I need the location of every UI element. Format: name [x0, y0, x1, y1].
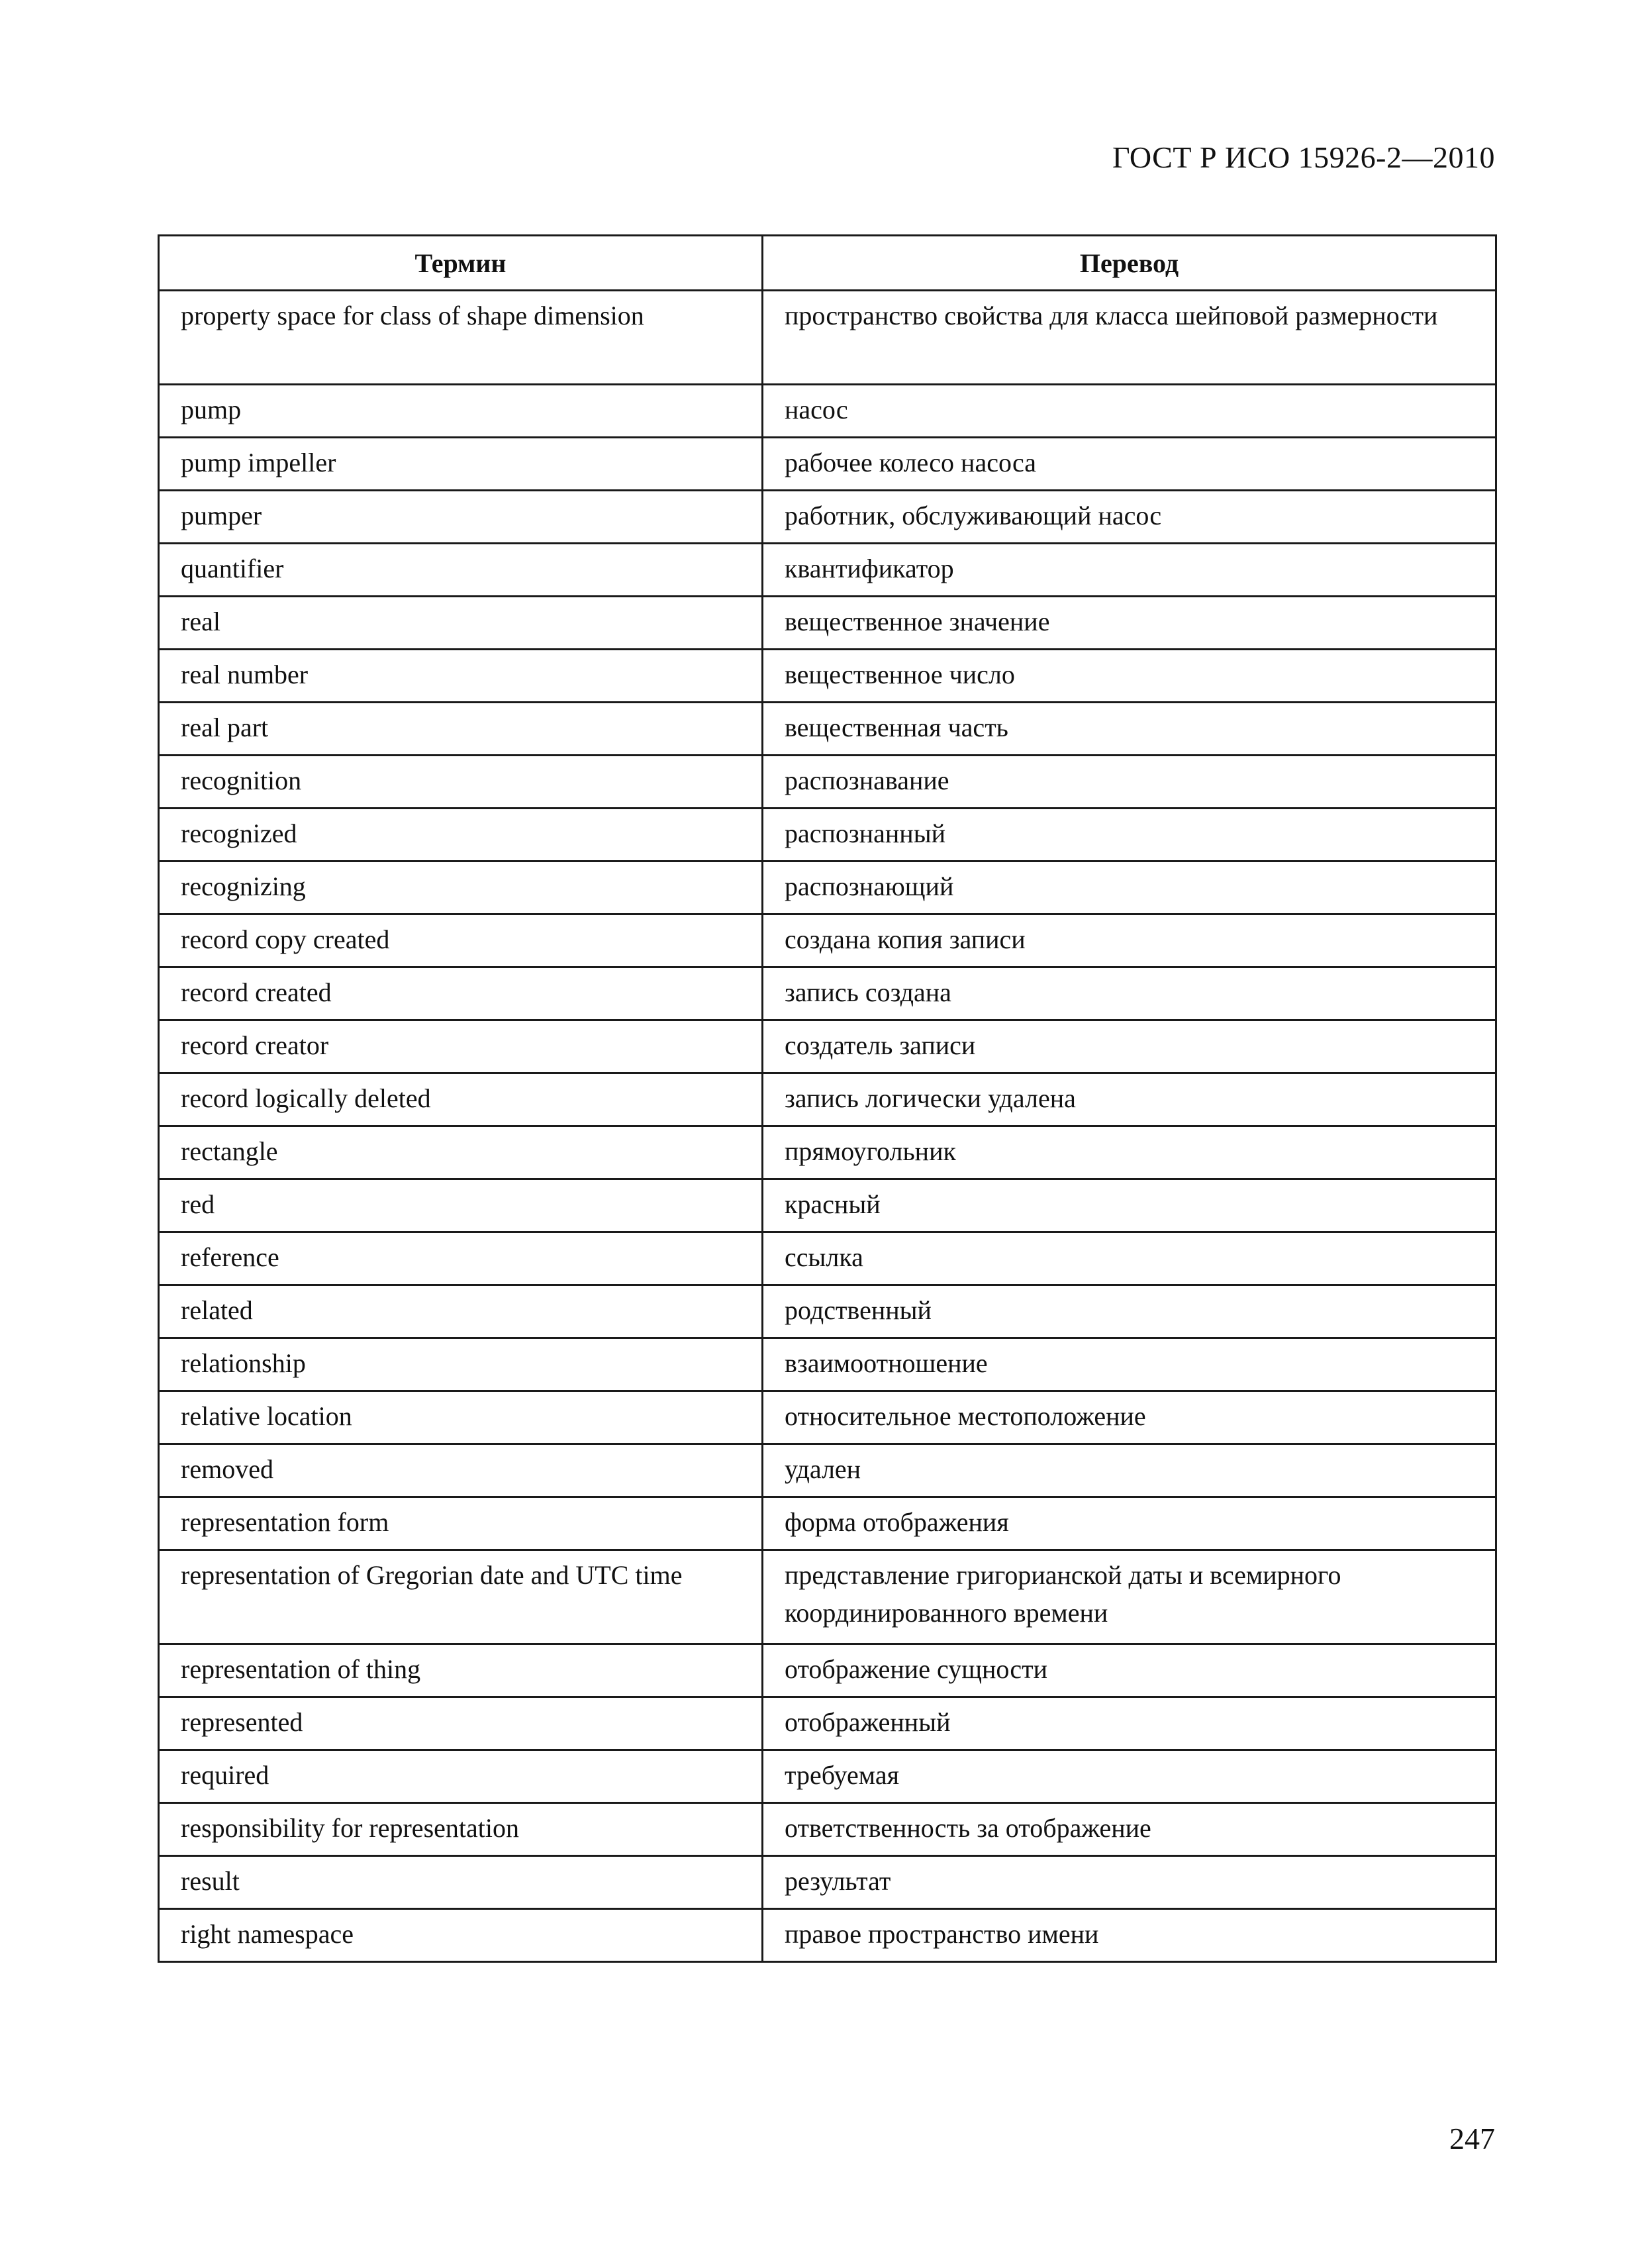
document-header: ГОСТ Р ИСО 15926-2—2010 — [1112, 140, 1495, 174]
term-cell: recognizing — [159, 862, 763, 914]
table-row — [159, 438, 1496, 491]
table-row — [159, 1444, 1496, 1497]
table-row — [159, 491, 1496, 544]
translation-cell: отображенный — [763, 1697, 1496, 1750]
term-cell: recognition — [159, 756, 763, 809]
term-cell: pump — [159, 385, 763, 438]
term-cell: real number — [159, 650, 763, 703]
table-row — [159, 291, 1496, 385]
translation-cell: квантификатор — [763, 544, 1496, 597]
term-cell: rectangle — [159, 1126, 763, 1179]
translation-cell: форма отображения — [763, 1497, 1496, 1550]
translation-cell: ответственность за отображение — [763, 1803, 1496, 1856]
table-row — [159, 1497, 1496, 1550]
translation-cell: создана копия записи — [763, 914, 1496, 967]
table-row — [159, 1750, 1496, 1803]
term-cell: recognized — [159, 809, 763, 862]
table-row — [159, 703, 1496, 756]
term-cell: reference — [159, 1232, 763, 1285]
term-cell: related — [159, 1285, 763, 1338]
table-row — [159, 1856, 1496, 1909]
glossary-table — [158, 234, 1497, 1963]
term-cell: relationship — [159, 1338, 763, 1391]
table-row — [159, 1338, 1496, 1391]
table-row — [159, 809, 1496, 862]
translation-cell: представление григорианской даты и всемирного координированного времени — [763, 1550, 1496, 1644]
term-cell: real part — [159, 703, 763, 756]
term-cell: right namespace — [159, 1909, 763, 1962]
translation-cell: прямоугольник — [763, 1126, 1496, 1179]
column-header-term: Термин — [159, 236, 763, 291]
table-row — [159, 1391, 1496, 1444]
table-header-row — [159, 236, 1496, 291]
table-row — [159, 1126, 1496, 1179]
column-header-translation: Перевод — [763, 236, 1496, 291]
term-cell: represented — [159, 1697, 763, 1750]
translation-cell: требуемая — [763, 1750, 1496, 1803]
term-cell: property space for class of shape dimension — [159, 291, 763, 385]
translation-cell: распознанный — [763, 809, 1496, 862]
translation-cell: насос — [763, 385, 1496, 438]
term-cell: representation of thing — [159, 1644, 763, 1697]
term-cell: record created — [159, 967, 763, 1020]
term-cell: record creator — [159, 1020, 763, 1073]
term-cell: real — [159, 597, 763, 650]
term-cell: required — [159, 1750, 763, 1803]
table-row — [159, 1179, 1496, 1232]
translation-cell: распознающий — [763, 862, 1496, 914]
translation-cell: вещественная часть — [763, 703, 1496, 756]
table-row — [159, 1803, 1496, 1856]
translation-cell: вещественное значение — [763, 597, 1496, 650]
table-row — [159, 914, 1496, 967]
term-cell: responsibility for representation — [159, 1803, 763, 1856]
term-cell: pump impeller — [159, 438, 763, 491]
table-row — [159, 1073, 1496, 1126]
table-row — [159, 1020, 1496, 1073]
table-row — [159, 967, 1496, 1020]
table-row — [159, 1550, 1496, 1644]
term-cell: representation form — [159, 1497, 763, 1550]
translation-cell: работник, обслуживающий насос — [763, 491, 1496, 544]
translation-cell: рабочее колесо насоса — [763, 438, 1496, 491]
term-cell: result — [159, 1856, 763, 1909]
term-cell: relative location — [159, 1391, 763, 1444]
translation-cell: ссылка — [763, 1232, 1496, 1285]
translation-cell: относительное местоположение — [763, 1391, 1496, 1444]
page-number: 247 — [1449, 2122, 1495, 2155]
table-row — [159, 1909, 1496, 1962]
translation-cell: запись логически удалена — [763, 1073, 1496, 1126]
term-cell: red — [159, 1179, 763, 1232]
translation-cell: вещественное число — [763, 650, 1496, 703]
translation-cell: пространство свойства для класса шейповой размерности — [763, 291, 1496, 385]
table-row — [159, 385, 1496, 438]
term-cell: pumper — [159, 491, 763, 544]
translation-cell: результат — [763, 1856, 1496, 1909]
translation-cell: запись создана — [763, 967, 1496, 1020]
term-cell: removed — [159, 1444, 763, 1497]
term-cell: representation of Gregorian date and UTC time — [159, 1550, 763, 1644]
translation-cell: взаимоотношение — [763, 1338, 1496, 1391]
translation-cell: удален — [763, 1444, 1496, 1497]
term-cell: record copy created — [159, 914, 763, 967]
term-cell: record logically deleted — [159, 1073, 763, 1126]
translation-cell: красный — [763, 1179, 1496, 1232]
table-row — [159, 650, 1496, 703]
translation-cell: правое пространство имени — [763, 1909, 1496, 1962]
table-row — [159, 1644, 1496, 1697]
table-row — [159, 1697, 1496, 1750]
translation-cell: родственный — [763, 1285, 1496, 1338]
translation-cell: распознавание — [763, 756, 1496, 809]
table-row — [159, 862, 1496, 914]
table-row — [159, 756, 1496, 809]
table-row — [159, 544, 1496, 597]
translation-cell: отображение сущности — [763, 1644, 1496, 1697]
table-row — [159, 597, 1496, 650]
table-row — [159, 1232, 1496, 1285]
translation-cell: создатель записи — [763, 1020, 1496, 1073]
term-cell: quantifier — [159, 544, 763, 597]
table-row — [159, 1285, 1496, 1338]
